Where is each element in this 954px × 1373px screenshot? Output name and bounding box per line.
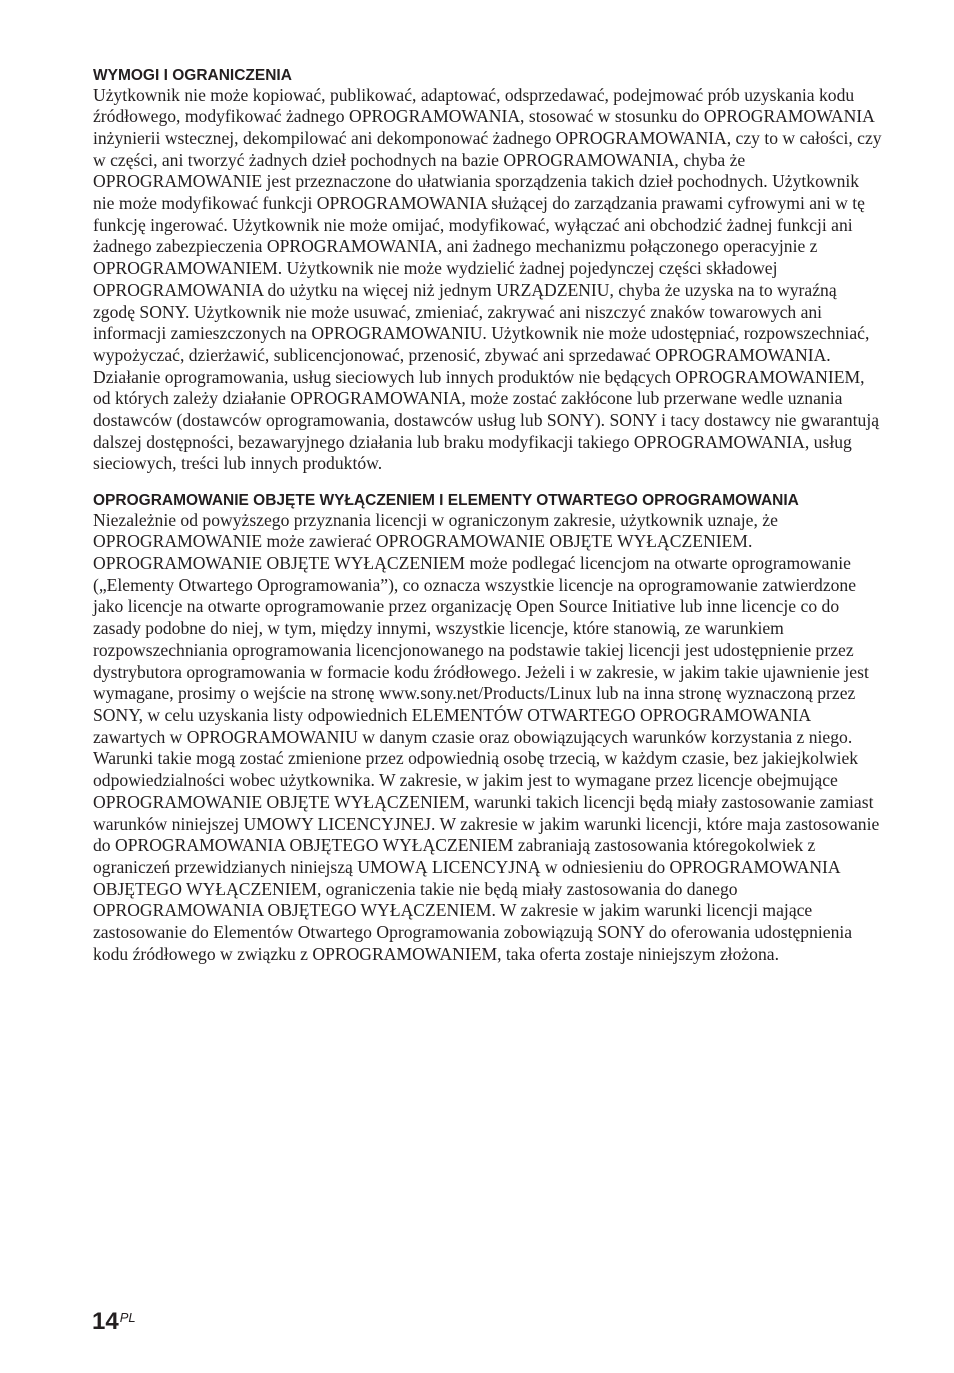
- page-number: [92, 1308, 136, 1336]
- page-language-code: PL: [119, 1310, 136, 1325]
- document-page: [93, 67, 883, 965]
- section-body: Niezależnie od powyższego przyznania licencji w ograniczonym zakresie, użytkownik uznaje, że OPROGRAMOWANIE może zawierać OPROGRAMOWANIE OBJĘTE WYŁĄCZENIEM. OPROGRAMOWANIE OBJĘTE WYŁĄCZENIEM może podlegać licencjom na otwarte oprogramowanie („Elementy Otwartego Oprogramowania”), co oznacza wszystkie licencje na oprogramowanie zatwierdzone jako licencje na otwarte oprogramowanie przez organizację Open Source Initiative lub inne licencje co do zasady podobne do niej, w tym, między innymi, wszystkie licencje, które stanowią, ze warunkiem rozpowszechniania oprogramowania licencjonowanego na podstawie takiej licencji jest udostępnienie przez dystrybutora oprogramowania w formacie kodu źródłowego. Jeżeli i w zakresie, w jakim takie ujawnienie jest wymagane, prosimy o wejście na stronę www.sony.net/Products/Linux lub na inna stronę wyznaczoną przez SONY, w celu uzyskania listy odpowiednich ELEMENTÓW OTWARTEGO OPROGRAMOWANIA zawartych w OPROGRAMOWANIU w danym czasie oraz obowiązujących warunków korzystania z niego. Warunki takie mogą zostać zmienione przez odpowiednią osobę trzecią, w każdym czasie, bez jakiejkolwiek odpowiedzialności wobec użytkownika. W zakresie, w jakim jest to wymagane przez licencje obejmujące OPROGRAMOWANIE OBJĘTE WYŁĄCZENIEM, warunki takich licencji będą miały zastosowanie zamiast warunków niniejszej UMOWY LICENCYJNEJ. W zakresie w jakim warunki licencji, które maja zastosowanie do OPROGRAMOWANIA OBJĘTEGO WYŁĄCZENIEM zabraniają zastosowania któregokolwiek z ograniczeń przewidzianych niniejszą UMOWĄ LICENCYJNĄ w odniesieniu do OPROGRAMOWANIA OBJĘTEGO WYŁĄCZENIEM, ograniczenia takie nie będą miały zastosowania do danego OPROGRAMOWANIA OBJĘTEGO WYŁĄCZENIEM. W zakresie w jakim warunki licencji mające zastosowanie do Elementów Otwartego Oprogramowania zobowiązują SONY do oferowania udostępnienia kodu źródłowego w związku z OPROGRAMOWANIEM, taka oferta zostaje niniejszym złożona.: [93, 509, 880, 964]
- section-body: Użytkownik nie może kopiować, publikować, adaptować, odsprzedawać, podejmować prób uzyskania kodu źródłowego, modyfikować żadnego OPROGRAMOWANIA, stosować w stosunku do OPROGRAMOWANIA inżynierii wstecznej, dekompilować ani dekomponować żadnego OPROGRAMOWANIA, czy to w całości, czy w części, ani tworzyć żadnych dzieł pochodnych na bazie OPROGRAMOWANIA, chyba że OPROGRAMOWANIE jest przeznaczone do ułatwiania sporządzenia takich dzieł pochodnych. Użytkownik nie może modyfikować funkcji OPROGRAMOWANIA służącej do zarządzania prawami cyfrowymi ani w tę funkcję ingerować. Użytkownik nie może omijać, modyfikować, wyłączać ani obchodzić żadnej funkcji ani żadnego zabezpieczenia OPROGRAMOWANIA, ani żadnego mechanizmu połączonego operacyjnie z OPROGRAMOWANIEM. Użytkownik nie może wydzielić żadnej pojedynczej części składowej OPROGRAMOWANIA do użytku na więcej niż jednym URZĄDZENIU, chyba że uzyska na to wyraźną zgodę SONY. Użytkownik nie może usuwać, zmieniać, zakrywać ani niszczyć znaków towarowych ani informacji zamieszczonych na OPROGRAMOWANIU. Użytkownik nie może udostępniać, rozpowszechniać, wypożyczać, dzierżawić, sublicencjonować, przenosić, zbywać ani sprzedawać OPROGRAMOWANIA. Działanie oprogramowania, usług sieciowych lub innych produktów nie będących OPROGRAMOWANIEM, od których zależy działanie OPROGRAMOWANIA, może zostać zakłócone lub przerwane wedle uznania dostawców (dostawców oprogramowania, dostawców usług lub SONY). SONY i tacy dostawcy nie gwarantują dalszej dostępności, bezawaryjnego działania lub braku modyfikacji takiego OPROGRAMOWANIA, usług sieciowych, treści lub innych produktów.: [93, 84, 882, 474]
- section-excluded-software: [93, 492, 883, 965]
- page-number-value: 14: [92, 1308, 119, 1335]
- section-requirements-restrictions: [93, 67, 883, 475]
- section-heading: WYMOGI I OGRANICZENIA: [93, 67, 292, 84]
- section-heading: OPROGRAMOWANIE OBJĘTE WYŁĄCZENIEM I ELEMENTY OTWARTEGO OPROGRAMOWANIA: [93, 492, 799, 510]
